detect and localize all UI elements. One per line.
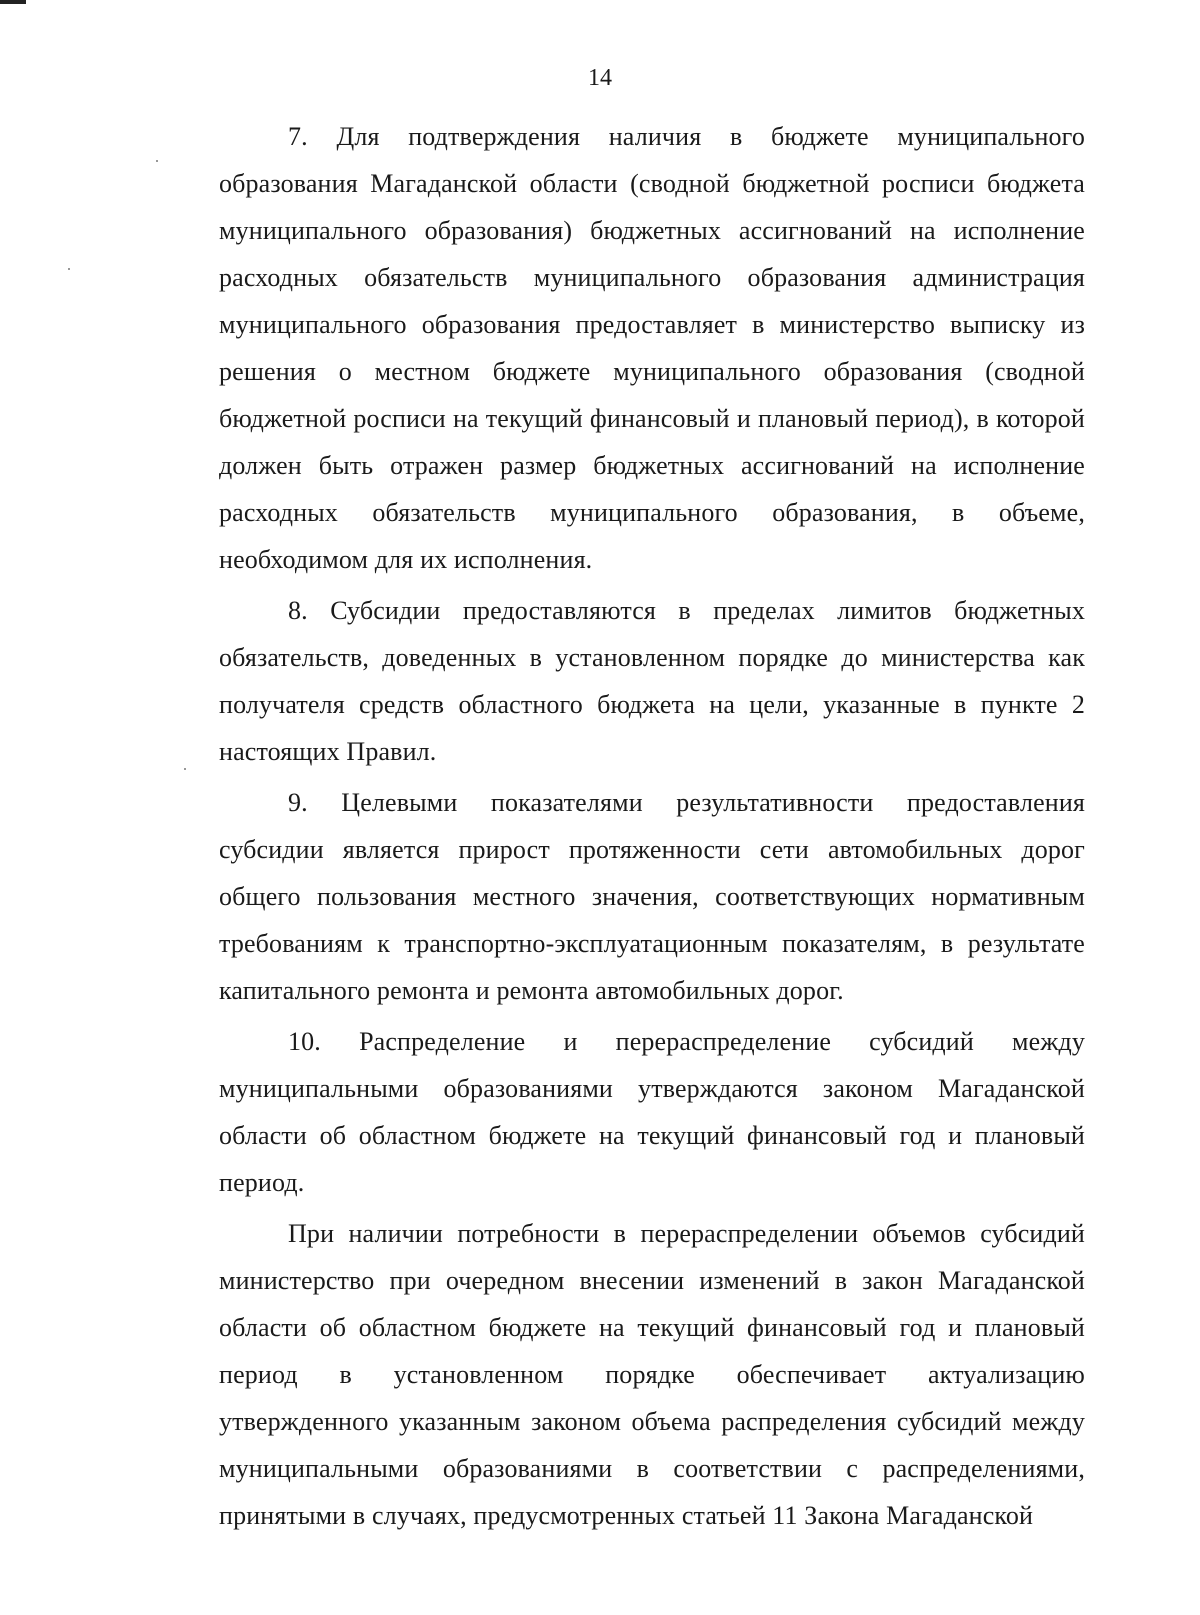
paragraph-item-8: 8. Субсидии предоставляются в пределах лимитов бюджетных обязательств, доведенных в установленном порядке до министерства как получателя средств областного бюджета на цели, указанные в пункте 2 настоящих Правил. (219, 596, 1085, 766)
scan-corner-mark (0, 0, 26, 4)
scan-speck (184, 768, 186, 770)
body-text (219, 113, 1085, 1543)
scan-speck (68, 268, 70, 270)
page-number: 14 (588, 65, 612, 91)
paragraph-item-9: 9. Целевыми показателями результативности предоставления субсидии является прирост протяженности сети автомобильных дорог общего пользования местного значения, соответствующих нормативным требованиям к транспортно-эксплуатационным показателям, в результате капитального ремонта и ремонта автомобильных дорог. (219, 788, 1085, 1005)
paragraph-item-7: 7. Для подтверждения наличия в бюджете муниципального образования Магаданской области (сводной бюджетной росписи бюджета муниципального образования) бюджетных ассигнований на исполнение расходных обязательств муниципального образования администрация муниципального образования предоставляет в министерство выписку из решения о местном бюджете муниципального образования (сводной бюджетной росписи на текущий финансовый и плановый период), в которой должен быть отражен размер бюджетных ассигнований на исполнение расходных обязательств муниципального образования, в объеме, необходимом для их исполнения. (219, 122, 1085, 574)
paragraph-item-10: 10. Распределение и перераспределение субсидий между муниципальными образованиями утверждаются законом Магаданской области об областном бюджете на текущий финансовый год и плановый период. (219, 1027, 1085, 1197)
paragraph-redistribution: При наличии потребности в перераспределении объемов субсидий министерство при очередном внесении изменений в закон Магаданской области об областном бюджете на текущий финансовый год и плановый период в установленном порядке обеспечивает актуализацию утвержденного указанным законом объема распределения субсидий между муниципальными образованиями в соответствии с распределениями, принятыми в случаях, предусмотренных статьей 11 Закона Магаданской (219, 1219, 1085, 1530)
scan-speck (156, 160, 158, 162)
